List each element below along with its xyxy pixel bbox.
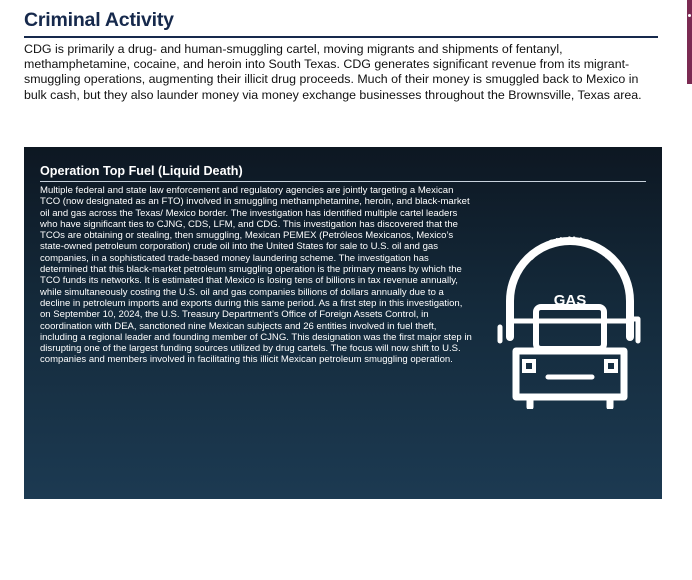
cab-window (536, 307, 604, 349)
badge-arc-text: BLACK MARKET (526, 234, 614, 263)
callout-box (24, 147, 662, 499)
headlight-left (524, 361, 534, 371)
callout-divider (40, 181, 646, 182)
headlight-right (606, 361, 616, 371)
page-edge-tab (687, 0, 692, 84)
cab-body (516, 351, 624, 397)
title-divider (24, 36, 658, 38)
callout-body: Multiple federal and state law enforcement and regulatory agencies are jointly targeting a Mexican TCO (now designated as an FTO) involved in smuggling methamphetamine, heroin, and black-market oil and gas across the Texas/ Mexico border. The investigation has identified multiple cartel leaders who have significant ties to CJNG, CDS, LFM, and CDG. This investigation has discovered that the TCOs are obtaining or stealing, then smuggling, Mexican PEMEX (Petróleos Mexicanos, Mexico’s state-owned petroleum corporation) crude oil into the United States for sale to U.S. oil and gas companies, in a sophisticated trade-based money laundering scheme. The investigation has determined that this black-market petroleum smuggling operation is the primary means by which the TCO funds its networks. It is estimated that Mexico is losing tens of billions in tax revenue annually, while simultaneously costing the U.S. oil and gas companies billions of dollars annually due to a decline in petroleum imports and exports during this same period. As a first step in this investigation, on September 10, 2024, the U.S. Treasury Department’s Office of Foreign Assets Control, in coordination with DEA, sanctioned nine Mexican subjects and 26 entities involved in fuel theft, including a regional leader and founding member of CJNG. This designation was the first major step in disrupting one of the largest funding sources utilized by drug cartels. The focus will now shift to U.S. companies and members involved in facilitating this illicit Mexican petroleum smuggling operation. (40, 185, 472, 366)
section-title: Criminal Activity (24, 9, 174, 31)
callout-title: Operation Top Fuel (Liquid Death) (40, 164, 243, 178)
page-edge-tab-dot (688, 14, 691, 17)
badge-label: GAS (553, 292, 587, 309)
tanker-truck-icon (478, 209, 654, 409)
intro-paragraph: CDG is primarily a drug- and human-smuggling cartel, moving migrants and shipments of fentanyl, methamphetamine, cocaine, and heroin into South Texas. CDG generates significant revenue from its migrant-smuggling operations, augmenting their illicit drug proceeds. Much of their money is smuggled back to Mexico in bulk cash, but they also launder money via money exchange businesses throughout the Brownsville, Texas area. (24, 42, 642, 102)
